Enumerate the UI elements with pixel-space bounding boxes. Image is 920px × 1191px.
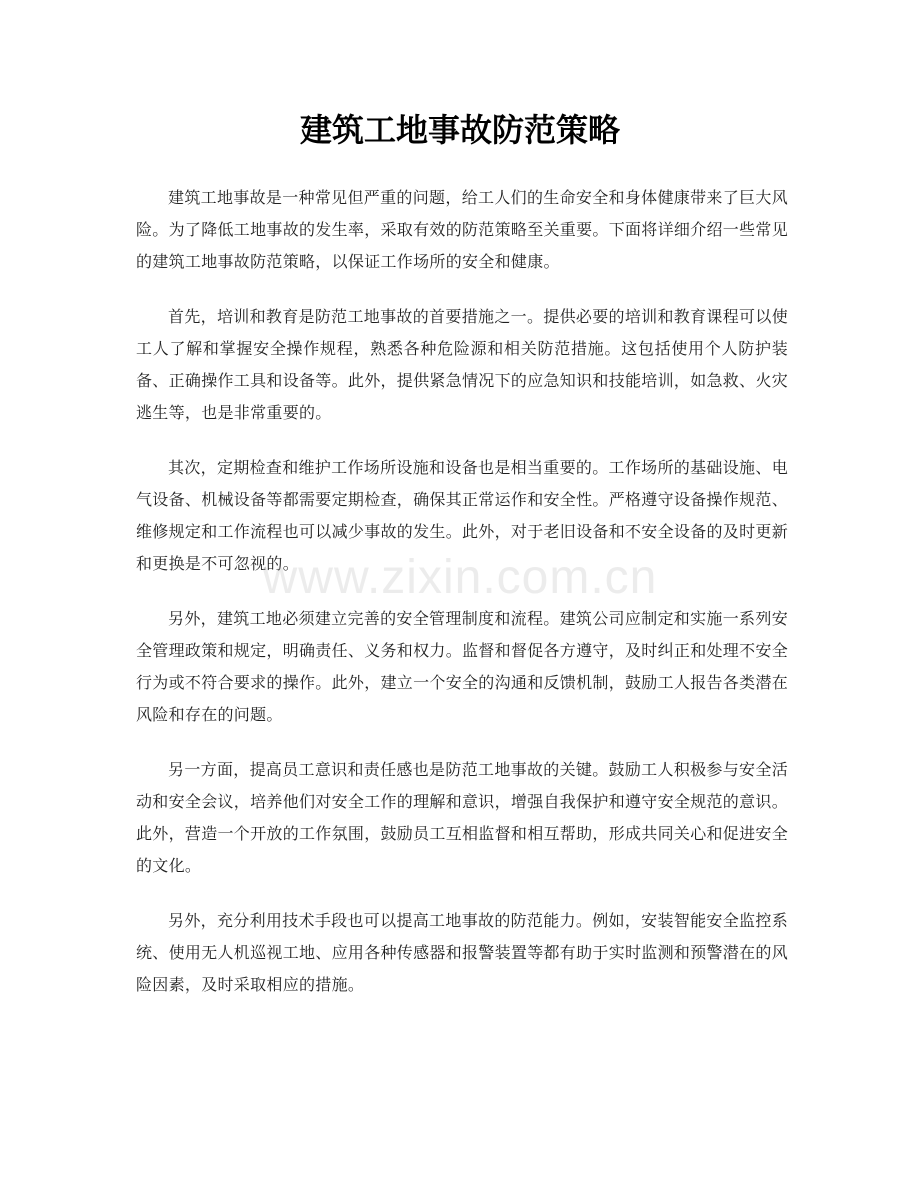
paragraph-3: 其次，定期检查和维护工作场所设施和设备也是相当重要的。工作场所的基础设施、电气设备、机械设备等都需要定期检查，确保其正常运作和安全性。严格遵守设备操作规范、维修规定和工作流程也可以减少事故的发生。此外，对于老旧设备和不安全设备的及时更新和更换是不可忽视的。 [136, 458, 789, 573]
paragraph-6: 另外，充分利用技术手段也可以提高工地事故的防范能力。例如，安装智能安全监控系统、使用无人机巡视工地、应用各种传感器和报警装置等都有助于实时监测和预警潜在的风险因素，及时采取相应的措施。 [136, 911, 789, 994]
paragraph-1: 建筑工地事故是一种常见但严重的问题，给工人们的生命安全和身体健康带来了巨大风险。为了降低工地事故的发生率，采取有效的防范策略至关重要。下面将详细介绍一些常见的建筑工地事故防范策略，以保证工作场所的安全和健康。 [136, 188, 789, 271]
watermark: www.zixin.com.cn [262, 551, 658, 604]
document-body [136, 182, 788, 1024]
paragraph-4: 另外，建筑工地必须建立完善的安全管理制度和流程。建筑公司应制定和实施一系列安全管理政策和规定，明确责任、义务和权力。监督和督促各方遵守，及时纠正和处理不安全行为或不符合要求的操作。此外，建立一个安全的沟通和反馈机制，鼓励工人报告各类潜在风险和存在的问题。 [136, 609, 789, 724]
paragraph-2: 首先，培训和教育是防范工地事故的首要措施之一。提供必要的培训和教育课程可以使工人了解和掌握安全操作规程，熟悉各种危险源和相关防范措施。这包括使用个人防护装备、正确操作工具和设备等。此外，提供紧急情况下的应急知识和技能培训，如急救、火灾逃生等，也是非常重要的。 [136, 307, 789, 422]
document-title: 建筑工地事故防范策略 [299, 111, 620, 149]
paragraph-5: 另一方面，提高员工意识和责任感也是防范工地事故的关键。鼓励工人积极参与安全活动和安全会议，培养他们对安全工作的理解和意识，增强自我保护和遵守安全规范的意识。此外，营造一个开放的工作氛围，鼓励员工互相监督和相互帮助，形成共同关心和促进安全的文化。 [136, 760, 789, 875]
